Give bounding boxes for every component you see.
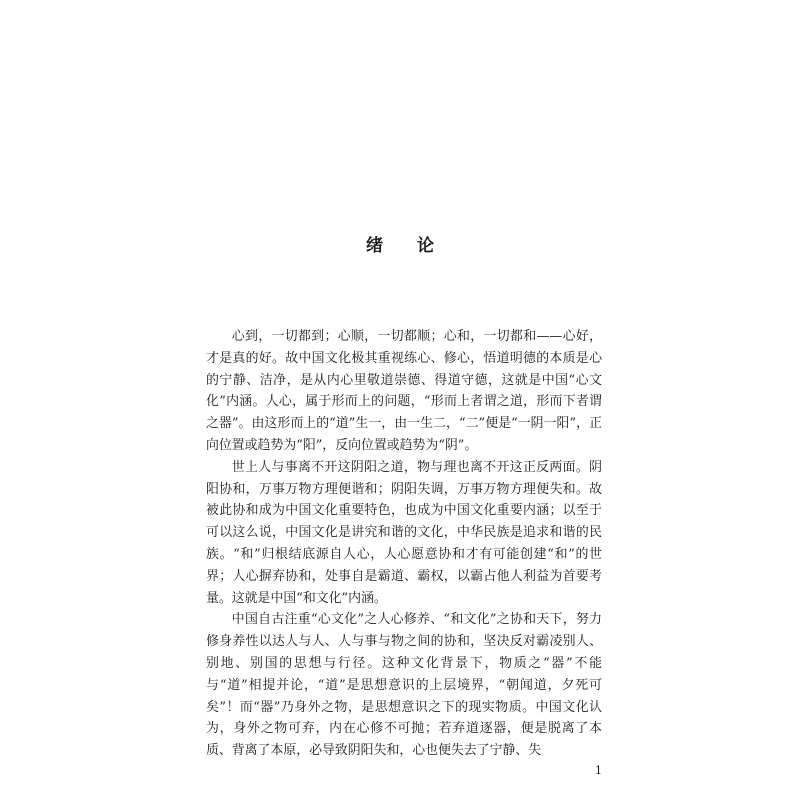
paragraph-1: 心到，一切都到；心顺，一切都顺；心和，一切都和——心好，才是真的好。故中国文化极其重视练心、修心，悟道明德的本质是心的宁静、洁净，是从内心里敬道崇德、得道守德，这就是中国“心文化”内涵。人心，属于形而上的问题，“形而上者谓之道，形而下者谓之器”。由这形而上的“道”生一，由一生二，“二”便是“一阴一阳”，正向位置或趋势为“阳”，反向位置或趋势为“阴”。 [206,329,602,453]
chapter-title: 绪 论 [366,236,448,257]
paragraph-2: 世上人与事离不开这阴阳之道，物与理也离不开这正反两面。阴阳协和，万事万物方理便谐和；阴阳失调，万事万物方理便失和。故被此协和成为中国文化重要特色，也成为中国文化重要内涵；以至于可以这么说，中国文化是讲究和谐的文化，中华民族是追求和谐的民族。“和”归根结底源自人心，人心愿意协和才有可能创建“和”的世界；人心摒弃协和，处事自是霸道、霸权，以霸占他人利益为首要考量。这就是中国“和文化”内涵。 [206,459,602,606]
body-text [206,326,602,762]
page-number: 1 [595,764,602,777]
paragraph-3: 中国自古注重“心文化”之人心修养、“和文化”之协和天下，努力修身养性以达人与人、人与事与物之间的协和，坚决反对霸凌别人、别地、别国的思想与行径。这种文化背景下，物质之“器”不能与“道”相提并论，“道”是思想意识的上层境界，“朝闻道，夕死可矣”！而“器”乃身外之物，是思想意识之下的现实物质。中国文化认为，身外之物可弃，内在心修不可抛；若弃道逐器，便是脱离了本质、背离了本原，必导致阴阳失和，心也便失去了宁静、失 [206,612,602,759]
